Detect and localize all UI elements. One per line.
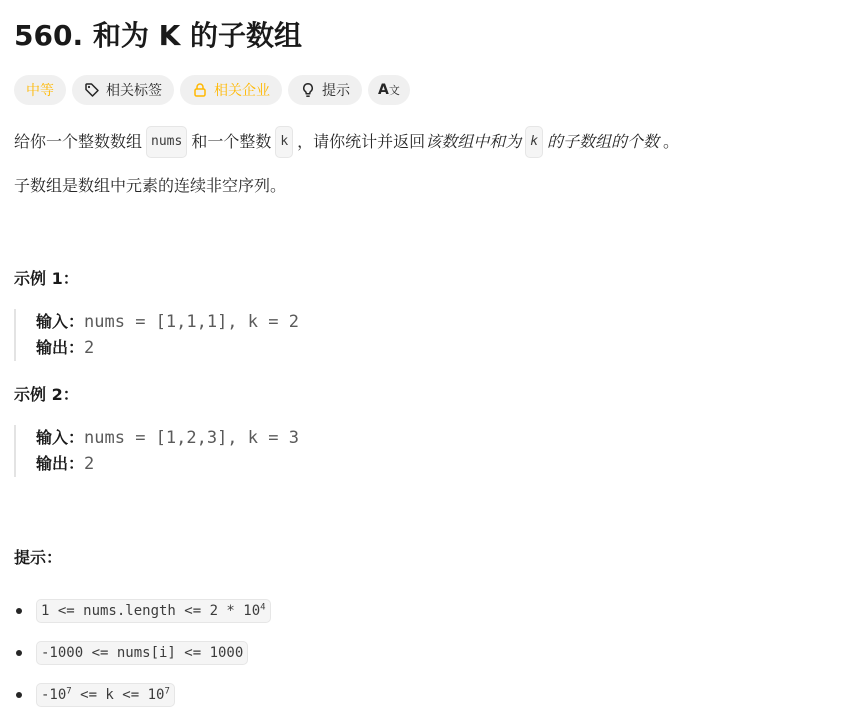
- output-value: 2: [84, 454, 95, 474]
- lock-icon: [192, 82, 208, 98]
- bullet-icon: [16, 692, 22, 698]
- difficulty-badge: [14, 75, 66, 105]
- input-label: 输入：: [36, 312, 85, 331]
- lightbulb-icon: [300, 82, 316, 98]
- inline-code: k: [525, 126, 543, 158]
- subarray-definition: 子数组是数组中元素的连续非空序列。: [14, 176, 287, 195]
- hint-button[interactable]: [288, 75, 362, 105]
- problem-description: [14, 126, 844, 158]
- problem-title: 560. 和为 K 的子数组: [14, 19, 303, 52]
- desc-text: 。: [663, 132, 680, 151]
- related-companies-label: 相关企业: [214, 83, 270, 99]
- example-1-heading: 示例 1：: [14, 269, 79, 288]
- constraint-code: -1000 <= nums[i] <= 1000: [36, 641, 248, 665]
- translate-button[interactable]: [368, 75, 410, 105]
- desc-emphasis: 该数组中和为: [425, 132, 522, 151]
- constraints-list: [14, 590, 271, 716]
- constraints-heading: 提示：: [14, 548, 63, 567]
- related-tags-label: 相关标签: [106, 83, 162, 99]
- hint-label: 提示: [322, 83, 350, 99]
- constraint-code: $-10^7 <= k <= 10^7$: [36, 683, 175, 707]
- translate-icon: A文: [378, 82, 400, 98]
- example-2-block: [14, 425, 299, 477]
- related-companies-button[interactable]: [180, 75, 282, 105]
- example-1-block: [14, 309, 299, 361]
- desc-text: ，请你统计并返回: [297, 132, 426, 151]
- list-item: [14, 590, 271, 632]
- constraint-code: 1 <= nums.length <= $2 * 10^4$: [36, 599, 271, 623]
- inline-code: k: [275, 126, 293, 158]
- tag-bar: [14, 75, 410, 105]
- tag-icon: [84, 82, 100, 98]
- output-label: 输出：: [36, 454, 85, 473]
- bullet-icon: [16, 608, 22, 614]
- desc-text: 给你一个整数数组: [14, 132, 143, 151]
- list-item: [14, 632, 271, 674]
- example-2-heading: 示例 2：: [14, 385, 79, 404]
- output-value: 2: [84, 338, 95, 358]
- list-item: [14, 674, 271, 716]
- difficulty-label: 中等: [26, 83, 54, 99]
- inline-code: nums: [146, 126, 187, 158]
- desc-text: 和一个整数: [191, 132, 272, 151]
- desc-emphasis: 的子数组的个数: [547, 132, 660, 151]
- input-label: 输入：: [36, 428, 85, 447]
- bullet-icon: [16, 650, 22, 656]
- input-value: nums = [1,1,1], k = 2: [84, 312, 299, 332]
- output-label: 输出：: [36, 338, 85, 357]
- related-tags-button[interactable]: [72, 75, 174, 105]
- input-value: nums = [1,2,3], k = 3: [84, 428, 299, 448]
